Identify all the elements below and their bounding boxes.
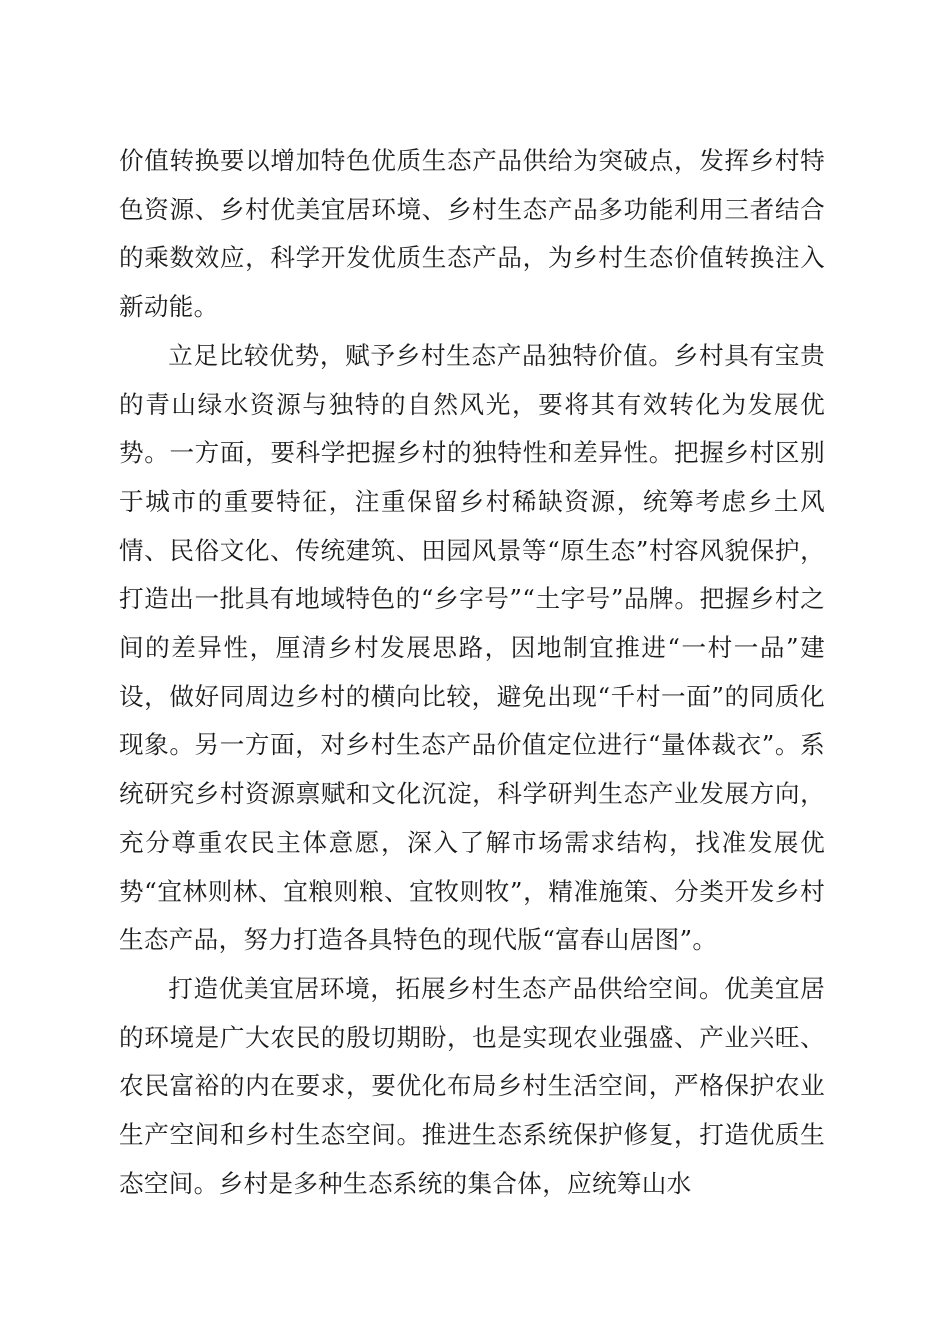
paragraph-comparative-advantage: 立足比较优势，赋予乡村生态产品独特价值。乡村具有宝贵的青山绿水资源与独特的自然风光，要将其有效转化为发展优势。一方面，要科学把握乡村的独特性和差异性。把握乡村区别于城市的重要特征，注重保留乡村稀缺资源，统筹考虑乡土风情、民俗文化、传统建筑、田园风景等“原生态”村容风貌保护，打造出一批具有地域特色的“乡字号”“土字号”品牌。把握乡村之间的差异性，厘清乡村发展思路，因地制宜推进“一村一品”建设，做好同周边乡村的横向比较，避免出现“千村一面”的同质化现象。另一方面，对乡村生态产品价值定位进行“量体裁衣”。系统研究乡村资源禀赋和文化沉淀，科学研判生态产业发展方向，充分尊重农民主体意愿，深入了解市场需求结构，找准发展优势“宜林则林、宜粮则粮、宜牧则牧”，精准施策、分类开发乡村生态产品，努力打造各具特色的现代版“富春山居图”。 xyxy=(119,340,825,955)
paragraph-livable-environment: 打造优美宜居环境，拓展乡村生态产品供给空间。优美宜居的环境是广大农民的殷切期盼，也是实现农业强盛、产业兴旺、农民富裕的内在要求，要优化布局乡村生活空间，严格保护农业生产空间和乡村生态空间。推进生态系统保护修复，打造优质生态空间。乡村是多种生态系统的集合体，应统筹山水 xyxy=(119,973,825,1198)
paragraph-continuation: 价值转换要以增加特色优质生态产品供给为突破点，发挥乡村特色资源、乡村优美宜居环境、乡村生态产品多功能利用三者结合的乘数效应，科学开发优质生态产品，为乡村生态价值转换注入新动能。 xyxy=(119,146,825,322)
document-body xyxy=(119,137,825,1208)
